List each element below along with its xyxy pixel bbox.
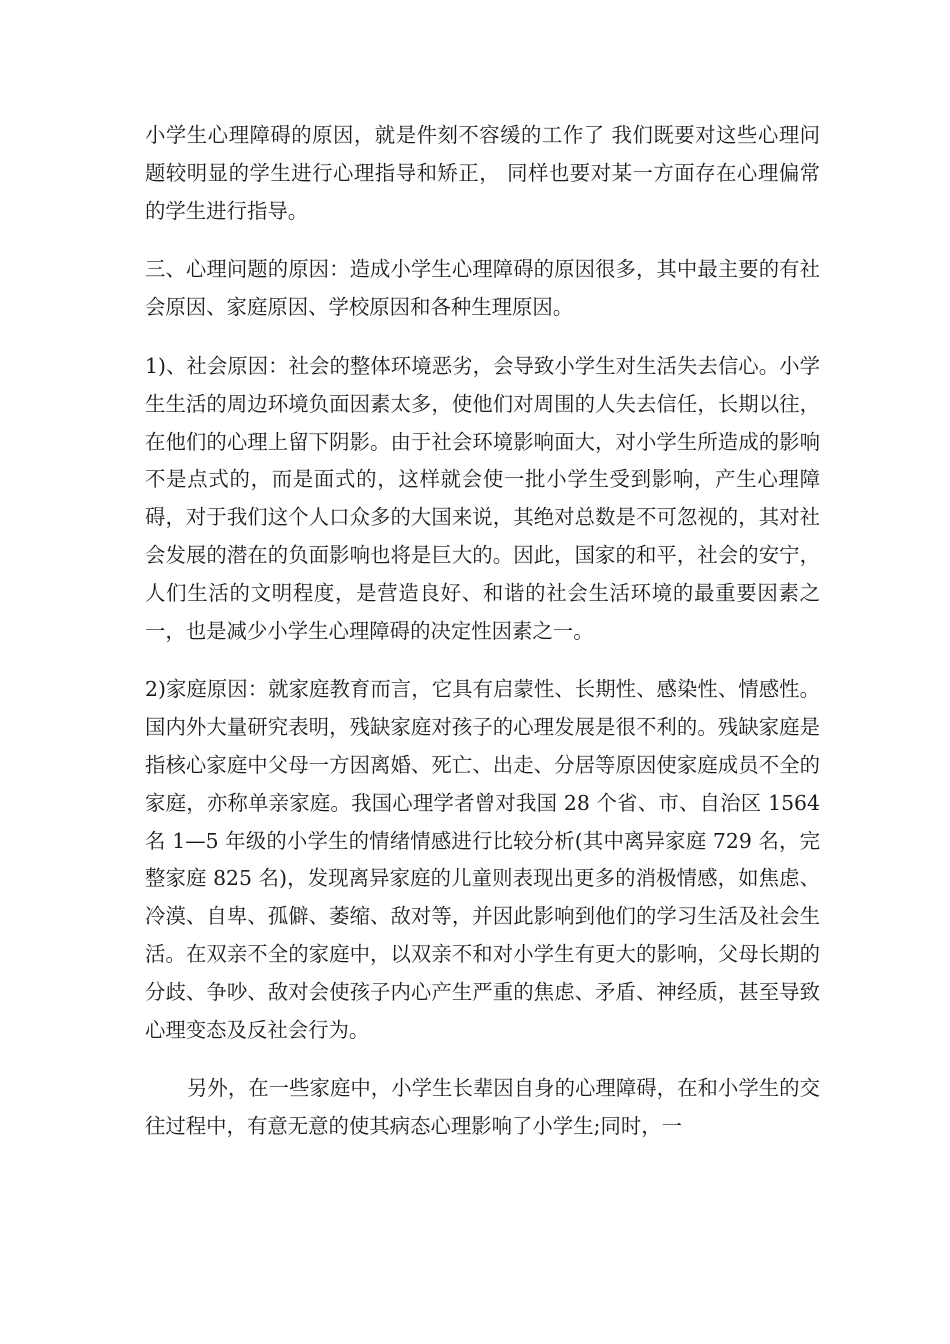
- paragraph-1: 小学生心理障碍的原因，就是件刻不容缓的工作了 我们既要对这些心理问题较明显的学生进行心理指导和矫正， 同样也要对某一方面存在心理偏常的学生进行指导。: [145, 123, 820, 223]
- paragraph-3-social-causes: 1)、社会原因：社会的整体环境恶劣，会导致小学生对生活失去信心。小学生生活的周边环境负面因素太多，使他们对周围的人失去信任，长期以往，在他们的心理上留下阴影。由于社会环境影响面大，对小学生所造成的影响不是点式的，而是面式的，这样就会使一批小学生受到影响，产生心理障碍，对于我们这个人口众多的大国来说，其绝对总数是不可忽视的，其对社会发展的潜在的负面影响也将是巨大的。因此，国家的和平，社会的安宁，人们生活的文明程度，是营造良好、和谐的社会生活环境的最重要因素之一，也是减少小学生心理障碍的决定性因素之一。: [145, 353, 820, 643]
- paragraph-4-family-causes: 2)家庭原因：就家庭教育而言，它具有启蒙性、长期性、感染性、情感性。国内外大量研究表明，残缺家庭对孩子的心理发展是很不利的。残缺家庭是指核心家庭中父母一方因离婚、死亡、出走、分居等原因使家庭成员不全的家庭，亦称单亲家庭。我国心理学者曾对我国 28 个省、市、自治区 1564 名 1—5 年级的小学生的情绪情感进行比较分析(其中离异家庭 729 名，完整家庭 825 名)，发现离异家庭的儿童则表现出更多的消极情感，如焦虑、冷漠、自卑、孤僻、萎缩、敌对等，并因此影响到他们的学习生活及社会生活。在双亲不全的家庭中，以双亲不和对小学生有更大的影响，父母长期的分歧、争吵、敌对会使孩子内心产生严重的焦虑、矛盾、神经质，甚至导致心理变态及反社会行为。: [145, 677, 820, 1042]
- document-body: [145, 117, 820, 1167]
- paragraph-5: 另外，在一些家庭中，小学生长辈因自身的心理障碍，在和小学生的交往过程中，有意无意的使其病态心理影响了小学生;同时，一: [145, 1076, 820, 1139]
- paragraph-2-section-heading: 三、心理问题的原因：造成小学生心理障碍的原因很多，其中最主要的有社会原因、家庭原因、学校原因和各种生理原因。: [145, 257, 820, 320]
